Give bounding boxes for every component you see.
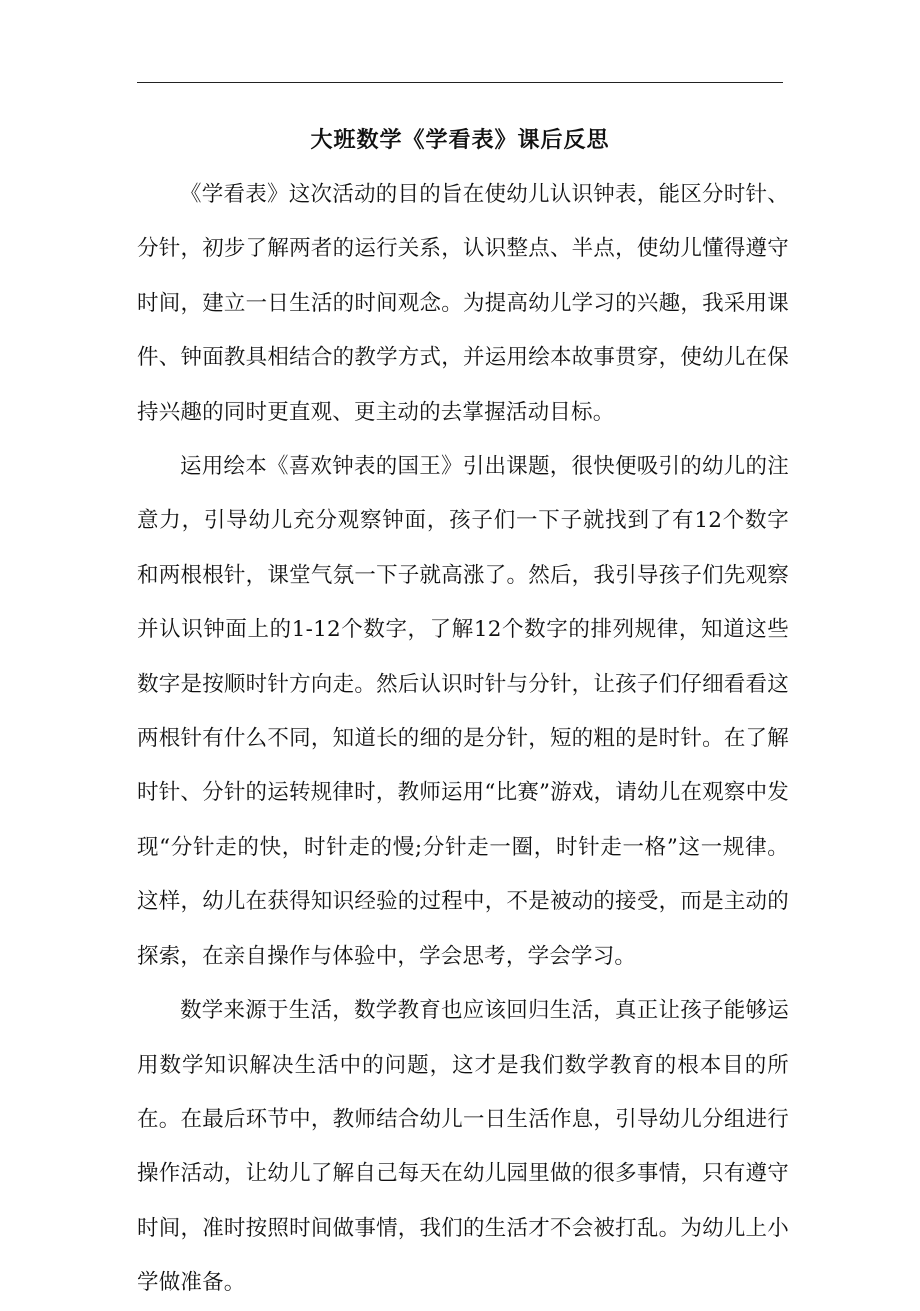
header-divider (137, 82, 783, 83)
paragraph-intro: 《学看表》这次活动的目的旨在使幼儿认识钟表，能区分时针、分针，初步了解两者的运行关系，认识整点、半点，使幼儿懂得遵守时间，建立一日生活的时间观念。为提高幼儿学习的兴趣，我采用课件、钟面教具相结合的教学方式，并运用绘本故事贯穿，使幼儿在保持兴趣的同时更直观、更主动的去掌握活动目标。 (137, 182, 789, 425)
document-body (137, 168, 789, 1311)
paragraph-conclusion: 数学来源于生活，数学教育也应该回归生活，真正让孩子能够运用数学知识解决生活中的问题，这才是我们数学教育的根本目的所在。在最后环节中，教师结合幼儿一日生活作息，引导幼儿分组进行操作活动，让幼儿了解自己每天在幼儿园里做的很多事情，只有遵守时间，准时按照时间做事情，我们的生活才不会被打乱。为幼儿上小学做准备。 (137, 998, 789, 1296)
document-title: 大班数学《学看表》课后反思 (310, 128, 610, 153)
paragraph-process: 运用绘本《喜欢钟表的国王》引出课题，很快便吸引的幼儿的注意力，引导幼儿充分观察钟面，孩子们一下子就找到了有12个数字和两根根针，课堂气氛一下子就高涨了。然后，我引导孩子们先观察并认识钟面上的1-12个数字，了解12个数字的排列规律，知道这些数字是按顺时针方向走。然后认识时针与分针，让孩子们仔细看看这两根针有什么不同，知道长的细的是分针，短的粗的是时针。在了解时针、分针的运转规律时，教师运用“比赛”游戏，请幼儿在观察中发现“分针走的快，时针走的慢;分针走一圈，时针走一格”这一规律。这样，幼儿在获得知识经验的过程中，不是被动的接受，而是主动的探索，在亲自操作与体验中，学会思考，学会学习。 (137, 454, 789, 969)
